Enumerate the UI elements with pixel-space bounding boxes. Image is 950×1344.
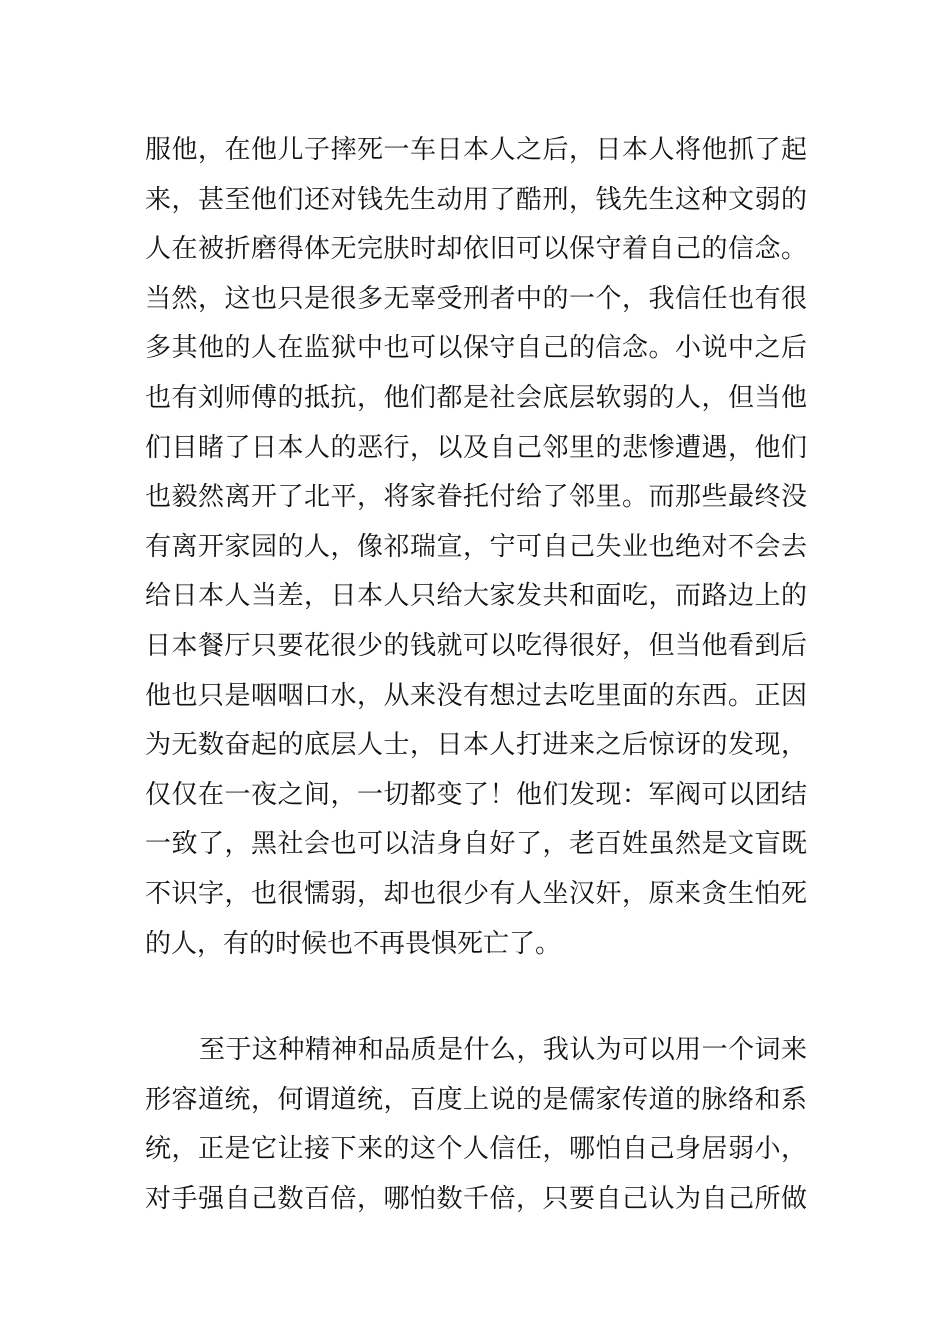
text-line: 统，正是它让接下来的这个人信任，哪怕自己身居弱小， <box>145 1134 807 1165</box>
text-line: 给日本人当差，日本人只给大家发共和面吃，而路边上的 <box>145 581 807 612</box>
text-line: 当然，这也只是很多无辜受刑者中的一个，我信任也有很 <box>145 283 807 314</box>
text-line: 也有刘师傅的抵抗，他们都是社会底层软弱的人，但当他 <box>145 382 807 413</box>
text-line: 们目睹了日本人的恶行，以及自己邻里的悲惨遭遇，他们 <box>145 432 807 463</box>
text-line: 形容道统，何谓道统，百度上说的是儒家传道的脉络和系 <box>145 1084 807 1115</box>
text-line: 为无数奋起的底层人士，日本人打进来之后惊讶的发现， <box>145 730 807 761</box>
text-line: 日本餐厅只要花很少的钱就可以吃得很好，但当他看到后 <box>145 630 807 661</box>
body-paragraph <box>145 1026 807 1224</box>
text-line: 他也只是咽咽口水，从来没有想过去吃里面的东西。正因 <box>145 680 807 711</box>
body-paragraph <box>145 126 807 969</box>
text-line: 来，甚至他们还对钱先生动用了酷刑，钱先生这种文弱的 <box>145 184 807 215</box>
text-line: 对手强自己数百倍，哪怕数千倍，只要自己认为自己所做 <box>145 1183 807 1214</box>
text-line: 也毅然离开了北平，将家眷托付给了邻里。而那些最终没 <box>145 482 807 513</box>
text-line: 仅仅在一夜之间，一切都变了！他们发现：军阀可以团结 <box>145 779 807 810</box>
text-line: 多其他的人在监狱中也可以保守自己的信念。小说中之后 <box>145 333 807 364</box>
text-line: 一致了，黑社会也可以洁身自好了，老百姓虽然是文盲既 <box>145 829 807 860</box>
text-line: 有离开家园的人，像祁瑞宣，宁可自己失业也绝对不会去 <box>145 531 807 562</box>
text-line: 的人，有的时候也不再畏惧死亡了。 <box>145 928 562 959</box>
text-line: 人在被折磨得体无完肤时却依旧可以保守着自己的信念。 <box>145 234 807 265</box>
text-line: 不识字，也很懦弱，却也很少有人坐汉奸，原来贪生怕死 <box>145 878 807 909</box>
text-line: 至于这种精神和品质是什么，我认为可以用一个词来 <box>199 1035 807 1065</box>
text-line: 服他，在他儿子摔死一车日本人之后，日本人将他抓了起 <box>145 135 807 165</box>
